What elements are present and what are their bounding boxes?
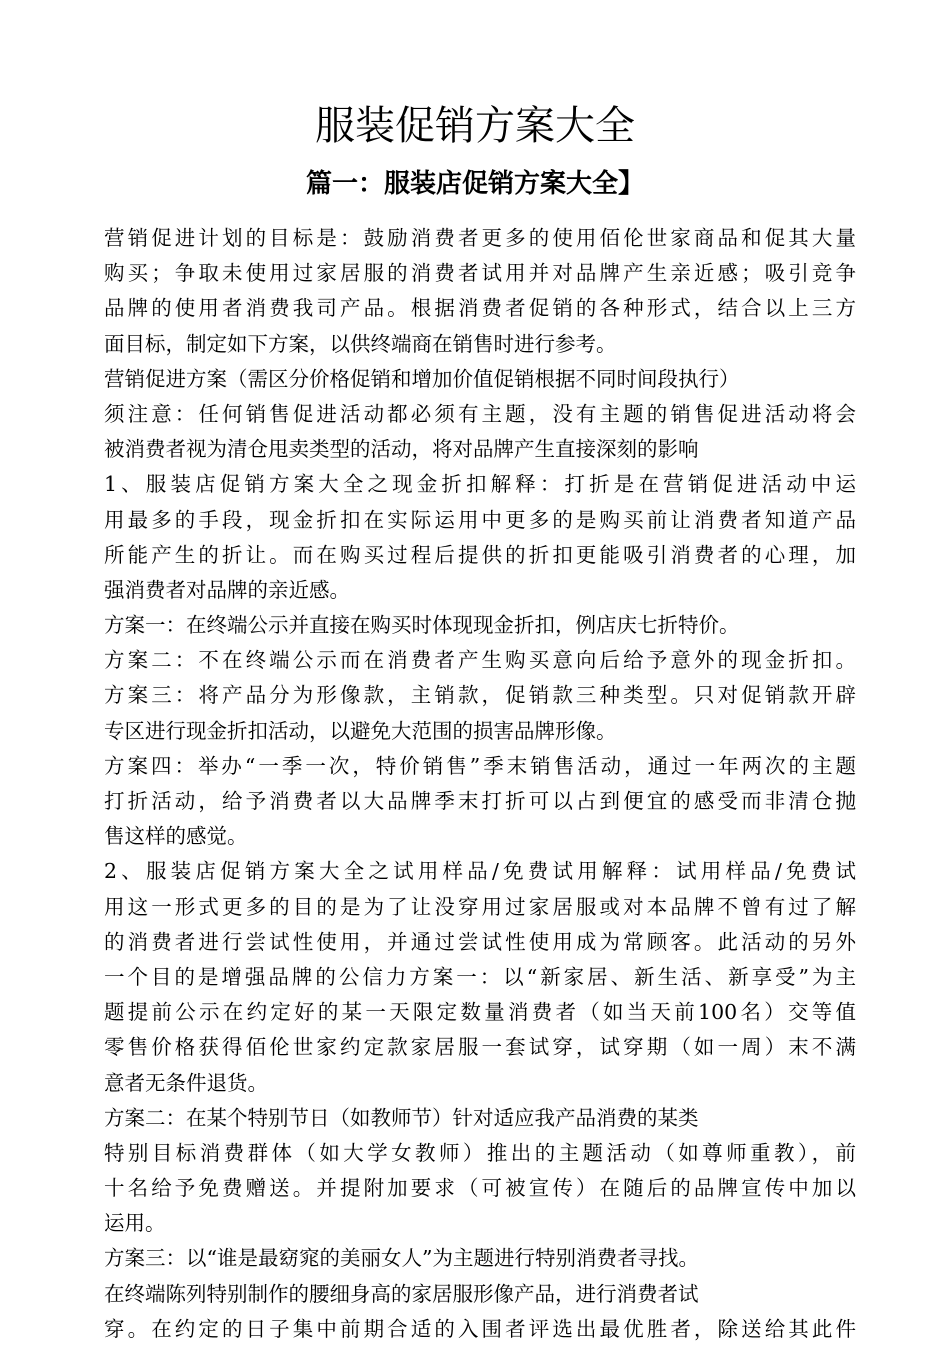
body-line: 须注意：任何销售促进活动都必须有主题，没有主题的销售促进活动将会 xyxy=(104,401,856,426)
body-line: 用最多的手段，现金折扣在实际运用中更多的是购买前让消费者知道产品 xyxy=(104,507,856,532)
body-line: 方案三：将产品分为形像款，主销款，促销款三种类型。只对促销款开辟 xyxy=(104,683,856,708)
body-line: 方案二：在某个特别节日（如教师节）针对适应我产品消费的某类 xyxy=(104,1105,699,1130)
body-line: 方案三：以“谁是最窈窕的美丽女人”为主题进行特别消费者寻找。 xyxy=(104,1246,699,1271)
body-line: 所能产生的折让。而在购买过程后提供的折扣更能吸引消费者的心理，加 xyxy=(104,542,856,567)
body-line: 面目标，制定如下方案，以供终端商在销售时进行参考。 xyxy=(104,331,617,356)
body-line: 售这样的感觉。 xyxy=(104,824,248,849)
body-line: 的消费者进行尝试性使用，并通过尝试性使用成为常顾客。此活动的另外 xyxy=(104,929,856,954)
document-body xyxy=(104,221,856,1347)
body-line: 方案二：不在终端公示而在消费者产生购买意向后给予意外的现金折扣。 xyxy=(104,648,856,673)
body-line: 购买；争取未使用过家居服的消费者试用并对品牌产生亲近感；吸引竞争 xyxy=(104,261,856,286)
body-line: 题提前公示在约定好的某一天限定数量消费者（如当天前100名）交等值 xyxy=(104,1000,856,1025)
body-line: 1、服装店促销方案大全之现金折扣解释：打折是在营销促进活动中运 xyxy=(104,472,856,497)
body-line: 强消费者对品牌的亲近感。 xyxy=(104,577,350,602)
body-line: 十名给予免费赠送。并提附加要求（可被宣传）在随后的品牌宣传中加以 xyxy=(104,1176,856,1201)
body-line: 在终端陈列特别制作的腰细身高的家居服形像产品，进行消费者试 xyxy=(104,1281,699,1306)
body-line: 运用。 xyxy=(104,1211,166,1236)
body-line: 方案四：举办“一季一次，特价销售”季末销售活动，通过一年两次的主题 xyxy=(104,753,856,778)
body-line: 2、服装店促销方案大全之试用样品/免费试用解释：试用样品/免费试 xyxy=(104,859,856,884)
body-line: 一个目的是增强品牌的公信力方案一：以“新家居、新生活、新享受”为主 xyxy=(104,964,856,989)
body-line: 营销促进计划的目标是：鼓励消费者更多的使用佰伦世家商品和促其大量 xyxy=(104,226,856,250)
body-line: 打折活动，给予消费者以大品牌季末打折可以占到便宜的感受而非清仓抛 xyxy=(104,789,856,813)
body-line: 营销促进方案（需区分价格促销和增加价值促销根据不同时间段执行） xyxy=(104,366,740,391)
body-line: 意者无条件退货。 xyxy=(104,1070,268,1095)
body-line: 方案一：在终端公示并直接在购买时体现现金折扣，例店庆七折特价。 xyxy=(104,613,740,638)
document-title: 服装促销方案大全 xyxy=(315,103,635,149)
body-line: 零售价格获得佰伦世家约定款家居服一套试穿，试穿期（如一周）末不满 xyxy=(104,1035,856,1060)
body-line: 用这一形式更多的目的是为了让没穿用过家居服或对本品牌不曾有过了解 xyxy=(104,894,856,919)
body-line: 穿。在约定的日子集中前期合适的入围者评选出最优胜者，除送给其此件 xyxy=(104,1316,856,1341)
document-subtitle: 篇一：服装店促销方案大全】 xyxy=(305,169,644,199)
body-line: 专区进行现金折扣活动，以避免大范围的损害品牌形像。 xyxy=(104,718,617,743)
body-line: 品牌的使用者消费我司产品。根据消费者促销的各种形式，结合以上三方 xyxy=(104,296,856,321)
body-line: 特别目标消费群体（如大学女教师）推出的主题活动（如尊师重教），前 xyxy=(104,1140,856,1165)
body-line: 被消费者视为清仓甩卖类型的活动，将对品牌产生直接深刻的影响 xyxy=(104,437,699,462)
